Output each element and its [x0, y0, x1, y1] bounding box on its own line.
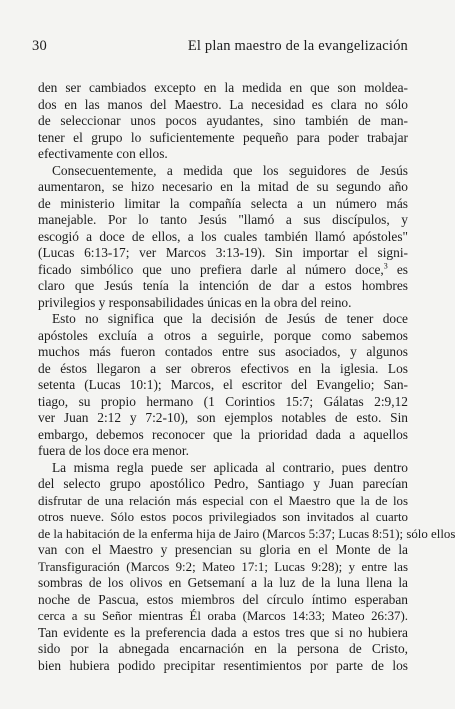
text-line: de éstos llegaron a ser obreros efectivos en la iglesia. Los [38, 360, 408, 376]
text-line: Transfiguración (Marcos 9:2; Mateo 17:1; Lucas 9:28); y entre las [38, 559, 408, 574]
text-line-with-footnote [38, 262, 408, 279]
text-fragment: es [396, 261, 408, 277]
footnote-marker: 3 [383, 261, 388, 271]
text-line: aumentaron, se hizo necesario en la mitad de su segundo año [38, 179, 408, 194]
text-line: muchos más fueron contados entre sus asociados, y algunos [38, 344, 408, 359]
text-line: de ministerio limitar la compañía selecta a un número más [38, 195, 408, 211]
text-line: otros nueve. Sólo estos pocos privilegiados son invitados al cuarto [38, 510, 408, 524]
text-line: tiago, su propio hermano (1 Corintios 15:7; Gálatas 2:9,12 [38, 393, 408, 409]
text-line: ver Juan 2:12 y 7:2-10), son ejemplos notables de esto. Sin [38, 410, 408, 425]
text-line: cerca a su Señor mientras Él oraba (Marcos 14:33; Mateo 26:37). [38, 609, 408, 623]
text-line: noche de Pascua, estos miembros del círculo íntimo esperaban [38, 591, 408, 607]
text-line: tener el grupo lo suficientemente pequeño para poder trabajar [38, 129, 408, 145]
text-line: claro que Jesús tenía la intención de dar a estos hombres [38, 278, 408, 293]
text-line: efectivamente con ellos. [38, 146, 168, 161]
text-line: Esto no significa que la decisión de Jesús de tener doce [52, 311, 408, 326]
text-line: de seleccionar unos pocos ayudantes, sino también de man- [38, 113, 408, 128]
text-line: escogió a doce de ellos, a los cuales también llamó apóstoles" [38, 228, 408, 244]
text-line: bien hubiera podido precipitar resentimientos por parte de los [38, 657, 408, 673]
text-line: manejable. Por lo tanto Jesús "llamó a sus discípulos, y [38, 212, 408, 227]
page-number: 30 [32, 38, 47, 54]
running-head [32, 38, 408, 58]
text-line: privilegios y responsabilidades únicas en la obra del reino. [38, 294, 352, 310]
text-line: sombras de los olivos en Getsemaní a la luz de la luna llena la [38, 575, 408, 590]
text-line: disfrutar de una relación más especial con el Maestro que la de los [38, 493, 408, 508]
text-fragment: ficado simbólico que uno prefiera darle al número doce, [38, 261, 384, 277]
text-line: sido por la abnegada encarnación en la persona de Cristo, [38, 641, 408, 656]
book-title: El plan maestro de la evangelización [187, 38, 408, 54]
text-line: de la habitación de la enferma hija de Jairo (Marcos 5:37; Lucas 8:51); sólo ellos [38, 526, 455, 541]
text-line: Tan evidente es la preferencia dada a estos tres que si no hubiera [38, 624, 408, 640]
text-line: embargo, debemos reconocer que la prioridad dada a aquellos [38, 426, 408, 442]
body-text [38, 80, 455, 674]
text-line: del selecto grupo apostólico Pedro, Santiago y Juan parecían [38, 476, 408, 491]
text-line: La misma regla puede ser aplicada al contrario, pues dentro [52, 459, 408, 475]
text-line: apóstoles excluía a otros a seguirle, porque como sabemos [38, 327, 408, 343]
text-line: fuera de los doce era menor. [38, 443, 189, 458]
text-line: setenta (Lucas 10:1); Marcos, el escritor del Evangelio; San- [38, 377, 408, 392]
text-line: van con el Maestro y presencian su gloria en el Monte de la [38, 542, 408, 557]
text-line: dos en las manos del Maestro. La necesidad es clara no sólo [38, 96, 408, 112]
text-line: Consecuentemente, a medida que los seguidores de Jesús [52, 162, 408, 178]
text-line: den ser cambiados excepto en la medida en que son moldea- [38, 80, 408, 95]
text-line: (Lucas 6:13-17; ver Marcos 3:13-19). Sin importar el signi- [38, 245, 408, 260]
